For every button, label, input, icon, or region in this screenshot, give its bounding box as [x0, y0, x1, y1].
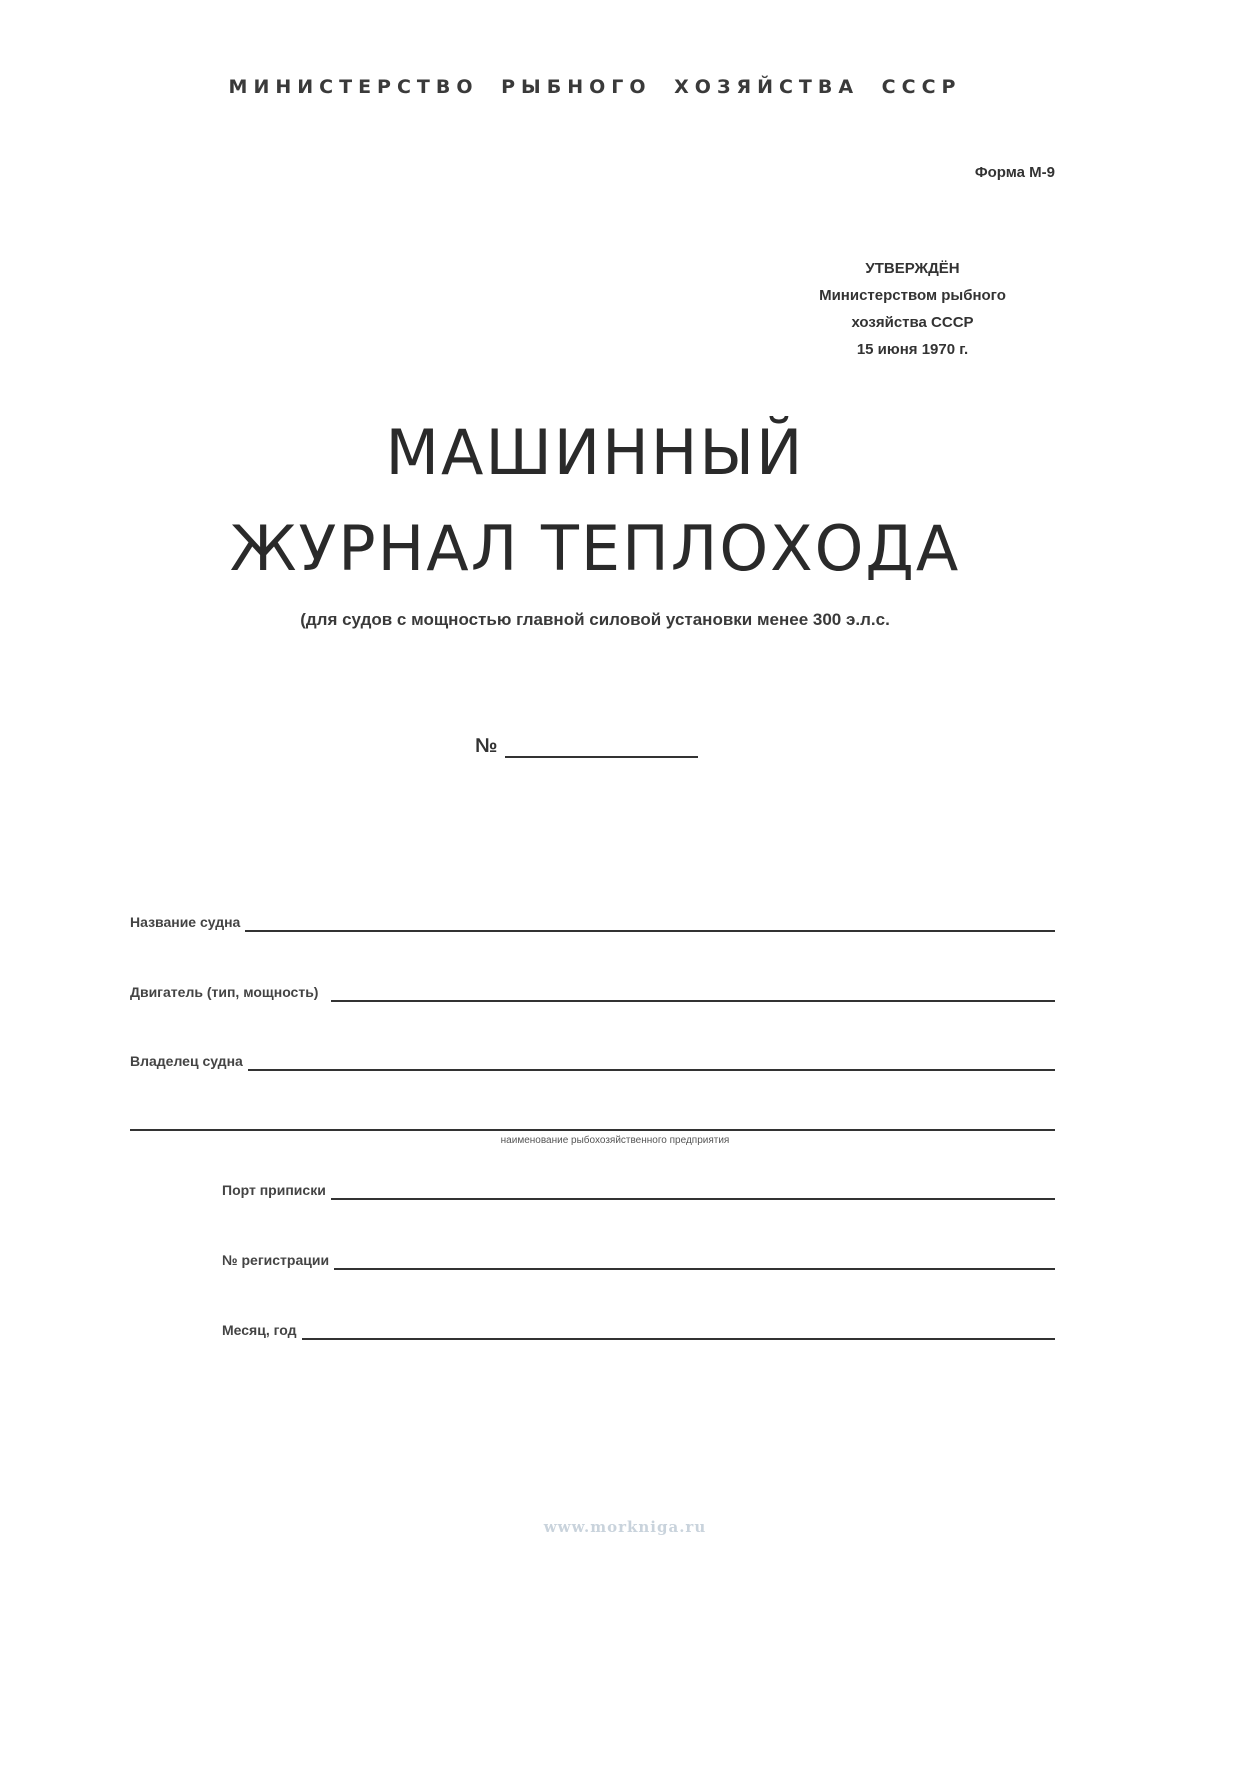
ministry-header: МИНИСТЕРСТВО РЫБНОГО ХОЗЯЙСТВА СССР [228, 76, 962, 98]
port-label: Порт приписки [222, 1182, 326, 1198]
approval-stamp [790, 255, 1035, 363]
title-line-2: ЖУРНАЛ ТЕПЛОХОДА [229, 512, 961, 585]
registration-line[interactable] [334, 1248, 1055, 1270]
approval-line-1: УТВЕРЖДЁН [865, 260, 960, 277]
approval-line-3: хозяйства СССР [851, 314, 974, 331]
approval-line-4: 15 июня 1970 г. [856, 341, 969, 358]
owner-caption: наименование рыбохозяйственного предприятия [500, 1135, 730, 1146]
form-code: Форма М-9 [974, 164, 1055, 181]
port-line[interactable] [331, 1178, 1055, 1200]
engine-field[interactable] [130, 976, 1055, 1002]
month-year-field[interactable] [222, 1314, 1055, 1340]
month-year-label: Месяц, год [222, 1322, 297, 1338]
engine-label: Двигатель (тип, мощность) [130, 984, 319, 1000]
vessel-name-field[interactable] [130, 906, 1055, 932]
number-label: № [475, 735, 498, 757]
title-line-1: МАШИННЫЙ [385, 416, 805, 489]
approval-line-2: Министерством рыбного [819, 287, 1006, 304]
vessel-name-line[interactable] [245, 910, 1055, 932]
number-blank-line[interactable] [505, 734, 698, 758]
document-title [0, 405, 1190, 597]
owner-label: Владелец судна [130, 1053, 243, 1069]
vessel-name-label: Название судна [130, 914, 241, 930]
owner-line[interactable] [248, 1049, 1055, 1071]
registration-label: № регистрации [222, 1252, 330, 1268]
registration-field[interactable] [222, 1244, 1055, 1270]
owner-continuation-line[interactable] [130, 1129, 1055, 1131]
journal-number-field[interactable] [475, 728, 698, 758]
port-field[interactable] [222, 1174, 1055, 1200]
watermark: www.morkniga.ru [543, 1518, 707, 1536]
month-year-line[interactable] [302, 1318, 1055, 1340]
engine-line[interactable] [331, 980, 1055, 1002]
owner-field[interactable] [130, 1045, 1055, 1071]
document-subtitle: (для судов с мощностью главной силовой установки менее 300 э.л.с. [300, 610, 890, 629]
